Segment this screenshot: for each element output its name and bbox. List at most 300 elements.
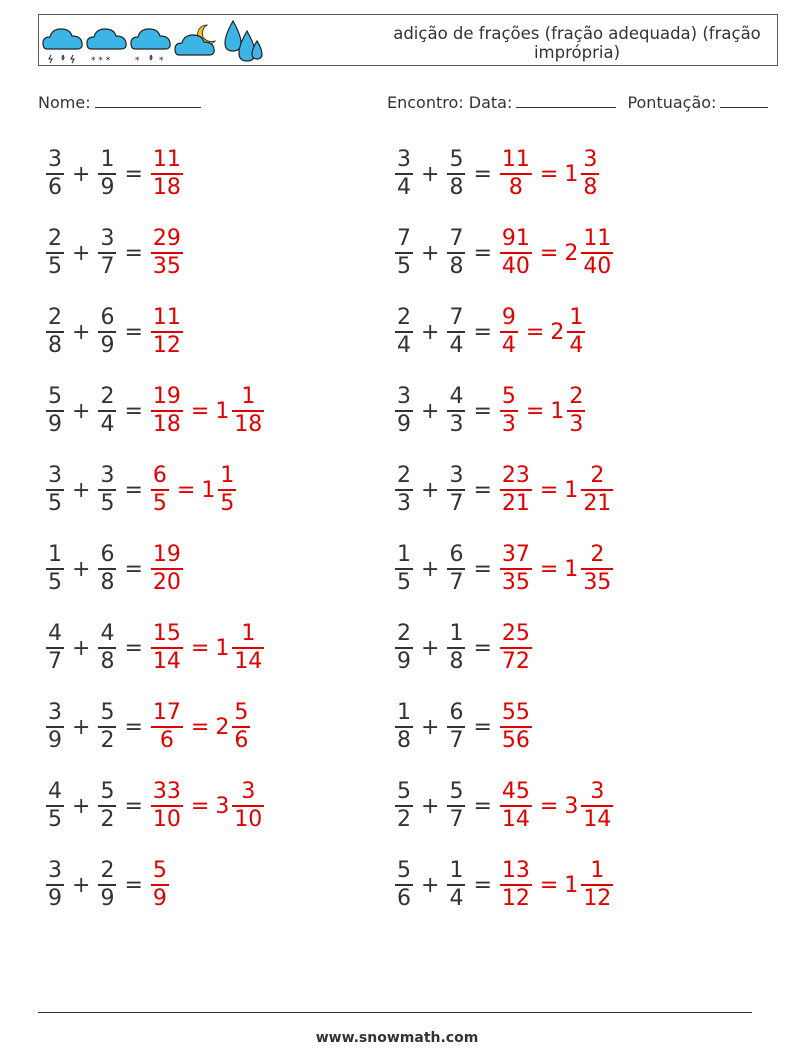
numerator: 3 bbox=[449, 463, 464, 489]
answer-fraction bbox=[500, 779, 532, 833]
problem-item bbox=[393, 618, 534, 678]
raindrops-icon bbox=[225, 21, 262, 61]
numerator: 3 bbox=[241, 779, 256, 805]
answer-fraction bbox=[151, 542, 183, 596]
denominator: 7 bbox=[48, 648, 62, 674]
equals-sign: = bbox=[539, 161, 559, 187]
answer-fraction bbox=[151, 305, 183, 359]
numerator: 7 bbox=[449, 305, 464, 331]
numerator: 9 bbox=[501, 305, 516, 331]
meeting-date-score-fields bbox=[387, 93, 768, 112]
plus-sign: + bbox=[421, 793, 440, 819]
numerator: 3 bbox=[397, 384, 411, 410]
denominator: 14 bbox=[234, 648, 263, 674]
denominator: 9 bbox=[397, 411, 411, 437]
numerator: 5 bbox=[397, 858, 411, 884]
problem-item bbox=[44, 776, 266, 836]
equals-sign: = bbox=[190, 793, 210, 819]
problem-item bbox=[393, 381, 587, 441]
problem-item bbox=[393, 460, 615, 520]
numerator: 1 bbox=[100, 147, 115, 173]
mixed-fraction bbox=[218, 463, 236, 517]
denominator: 35 bbox=[152, 253, 181, 279]
numerator: 4 bbox=[449, 384, 464, 410]
equals-sign: = bbox=[539, 872, 559, 898]
numerator: 7 bbox=[397, 226, 411, 252]
denominator: 9 bbox=[100, 332, 115, 358]
equals-sign: = bbox=[473, 872, 492, 898]
worksheet-header bbox=[38, 14, 778, 66]
addend-fraction bbox=[98, 226, 116, 280]
denominator: 40 bbox=[583, 253, 612, 279]
addend-fraction bbox=[46, 621, 64, 675]
problem-item bbox=[44, 855, 171, 915]
equals-sign: = bbox=[473, 240, 492, 266]
mixed-whole: 1 bbox=[201, 477, 216, 503]
numerator: 2 bbox=[590, 463, 605, 489]
answer-fraction bbox=[500, 542, 532, 596]
mixed-fraction bbox=[581, 779, 613, 833]
denominator: 3 bbox=[397, 490, 411, 516]
addend-fraction bbox=[46, 384, 64, 438]
answer bbox=[149, 147, 185, 201]
numerator: 6 bbox=[100, 305, 115, 331]
numerator: 1 bbox=[241, 384, 256, 410]
denominator: 4 bbox=[100, 411, 115, 437]
date-label: Data: bbox=[468, 93, 513, 112]
numerator: 2 bbox=[397, 305, 411, 331]
numerator: 5 bbox=[100, 779, 115, 805]
denominator: 4 bbox=[397, 174, 411, 200]
numerator: 6 bbox=[449, 700, 464, 726]
numerator: 2 bbox=[100, 858, 115, 884]
addend-fraction bbox=[395, 147, 413, 201]
numerator: 19 bbox=[152, 542, 181, 568]
numerator: 2 bbox=[397, 463, 411, 489]
answer bbox=[498, 384, 587, 438]
addend-fraction bbox=[46, 700, 64, 754]
addend-fraction bbox=[447, 621, 465, 675]
numerator: 1 bbox=[220, 463, 235, 489]
numerator: 3 bbox=[48, 700, 62, 726]
equals-sign: = bbox=[124, 319, 143, 345]
addend-fraction bbox=[395, 305, 413, 359]
answer-fraction bbox=[151, 147, 183, 201]
denominator: 5 bbox=[48, 253, 62, 279]
plus-sign: + bbox=[72, 872, 91, 898]
name-blank[interactable] bbox=[95, 93, 201, 108]
meeting-label: Encontro: bbox=[387, 93, 464, 112]
numerator: 11 bbox=[583, 226, 612, 252]
answer bbox=[149, 384, 266, 438]
mixed-whole: 2 bbox=[564, 240, 579, 266]
denominator: 35 bbox=[501, 569, 530, 595]
denominator: 7 bbox=[100, 253, 115, 279]
denominator: 8 bbox=[449, 174, 464, 200]
denominator: 4 bbox=[397, 332, 411, 358]
numerator: 6 bbox=[152, 463, 167, 489]
numerator: 3 bbox=[590, 779, 605, 805]
problem-item bbox=[44, 144, 185, 204]
equals-sign: = bbox=[473, 556, 492, 582]
denominator: 21 bbox=[583, 490, 612, 516]
mixed-fraction bbox=[581, 226, 613, 280]
mixed-fraction bbox=[232, 700, 250, 754]
answer bbox=[498, 779, 615, 833]
denominator: 14 bbox=[501, 806, 530, 832]
weather-icons bbox=[41, 17, 266, 65]
denominator: 8 bbox=[508, 174, 523, 200]
numerator: 4 bbox=[48, 779, 62, 805]
answer bbox=[149, 779, 266, 833]
numerator: 4 bbox=[100, 621, 115, 647]
answer bbox=[498, 147, 601, 201]
numerator: 1 bbox=[397, 700, 411, 726]
problem-item bbox=[44, 618, 266, 678]
problem-item bbox=[393, 302, 587, 362]
denominator: 9 bbox=[100, 885, 115, 911]
addend-fraction bbox=[395, 700, 413, 754]
answer bbox=[498, 542, 615, 596]
snow-cloud-icon bbox=[87, 29, 126, 65]
plus-sign: + bbox=[421, 319, 440, 345]
mixed-whole: 1 bbox=[564, 161, 579, 187]
numerator: 5 bbox=[397, 779, 411, 805]
denominator: 4 bbox=[501, 332, 516, 358]
denominator: 8 bbox=[583, 174, 598, 200]
answer bbox=[498, 226, 615, 280]
numerator: 2 bbox=[100, 384, 115, 410]
plus-sign: + bbox=[72, 556, 91, 582]
mixed-whole: 1 bbox=[550, 398, 565, 424]
numerator: 33 bbox=[152, 779, 181, 805]
addend-fraction bbox=[447, 226, 465, 280]
denominator: 3 bbox=[569, 411, 584, 437]
addend-fraction bbox=[98, 542, 116, 596]
numerator: 91 bbox=[501, 226, 530, 252]
equals-sign: = bbox=[124, 556, 143, 582]
equals-sign: = bbox=[539, 477, 559, 503]
numerator: 19 bbox=[152, 384, 181, 410]
denominator: 5 bbox=[48, 569, 62, 595]
addend-fraction bbox=[395, 542, 413, 596]
numerator: 7 bbox=[449, 226, 464, 252]
answer bbox=[149, 858, 171, 912]
footer-url: www.snowmath.com bbox=[315, 1030, 479, 1046]
denominator: 4 bbox=[449, 332, 464, 358]
denominator: 9 bbox=[100, 174, 115, 200]
answer-fraction bbox=[500, 858, 532, 912]
problem-item bbox=[393, 697, 534, 757]
equals-sign: = bbox=[124, 714, 143, 740]
plus-sign: + bbox=[421, 635, 440, 661]
plus-sign: + bbox=[421, 556, 440, 582]
denominator: 35 bbox=[583, 569, 612, 595]
mixed-fraction bbox=[581, 147, 599, 201]
equals-sign: = bbox=[124, 398, 143, 424]
addend-fraction bbox=[98, 858, 116, 912]
addend-fraction bbox=[395, 463, 413, 517]
answer-fraction bbox=[500, 305, 518, 359]
plus-sign: + bbox=[421, 477, 440, 503]
addend-fraction bbox=[98, 621, 116, 675]
name-field bbox=[38, 93, 201, 112]
addend-fraction bbox=[98, 700, 116, 754]
addend-fraction bbox=[98, 147, 116, 201]
equals-sign: = bbox=[525, 398, 545, 424]
numerator: 13 bbox=[501, 858, 530, 884]
numerator: 17 bbox=[152, 700, 181, 726]
mixed-whole: 1 bbox=[215, 635, 230, 661]
plus-sign: + bbox=[72, 240, 91, 266]
answer-fraction bbox=[500, 147, 532, 201]
equals-sign: = bbox=[539, 556, 559, 582]
addend-fraction bbox=[46, 147, 64, 201]
addend-fraction bbox=[46, 463, 64, 517]
denominator: 7 bbox=[449, 727, 464, 753]
denominator: 14 bbox=[583, 806, 612, 832]
answer bbox=[149, 621, 266, 675]
denominator: 8 bbox=[100, 569, 115, 595]
plus-sign: + bbox=[72, 319, 91, 345]
storm-cloud-icon bbox=[43, 29, 82, 63]
denominator: 7 bbox=[449, 569, 464, 595]
numerator: 45 bbox=[501, 779, 530, 805]
answer-fraction bbox=[500, 384, 518, 438]
answer-fraction bbox=[151, 463, 169, 517]
denominator: 10 bbox=[152, 806, 181, 832]
denominator: 56 bbox=[501, 727, 530, 753]
answer bbox=[498, 621, 534, 675]
equals-sign: = bbox=[473, 793, 492, 819]
numerator: 1 bbox=[569, 305, 584, 331]
addend-fraction bbox=[447, 542, 465, 596]
denominator: 12 bbox=[152, 332, 181, 358]
denominator: 2 bbox=[100, 806, 115, 832]
date-blank[interactable] bbox=[516, 93, 616, 108]
addend-fraction bbox=[46, 542, 64, 596]
numerator: 5 bbox=[449, 147, 464, 173]
numerator: 5 bbox=[234, 700, 249, 726]
numerator: 3 bbox=[48, 463, 62, 489]
numerator: 1 bbox=[449, 621, 464, 647]
addend-fraction bbox=[447, 305, 465, 359]
numerator: 11 bbox=[152, 305, 181, 331]
plus-sign: + bbox=[72, 714, 91, 740]
answer bbox=[498, 700, 534, 754]
denominator: 2 bbox=[100, 727, 115, 753]
score-label: Pontuação: bbox=[627, 93, 717, 112]
numerator: 5 bbox=[449, 779, 464, 805]
numerator: 55 bbox=[501, 700, 530, 726]
denominator: 5 bbox=[220, 490, 235, 516]
equals-sign: = bbox=[473, 477, 492, 503]
denominator: 6 bbox=[234, 727, 249, 753]
equals-sign: = bbox=[473, 398, 492, 424]
denominator: 9 bbox=[48, 885, 62, 911]
numerator: 3 bbox=[48, 147, 62, 173]
denominator: 14 bbox=[152, 648, 181, 674]
addend-fraction bbox=[46, 305, 64, 359]
numerator: 3 bbox=[100, 226, 115, 252]
answer bbox=[498, 463, 615, 517]
mixed-whole: 1 bbox=[564, 477, 579, 503]
mixed-fraction bbox=[567, 305, 585, 359]
denominator: 4 bbox=[569, 332, 584, 358]
numerator: 4 bbox=[48, 621, 62, 647]
numerator: 1 bbox=[590, 858, 605, 884]
mixed-fraction bbox=[581, 542, 613, 596]
mixed-fraction bbox=[232, 384, 264, 438]
numerator: 5 bbox=[48, 384, 62, 410]
problem-item bbox=[44, 302, 185, 362]
answer-fraction bbox=[151, 384, 183, 438]
problem-item bbox=[44, 539, 185, 599]
denominator: 5 bbox=[48, 490, 62, 516]
equals-sign: = bbox=[473, 714, 492, 740]
mixed-fraction bbox=[581, 463, 613, 517]
numerator: 3 bbox=[100, 463, 115, 489]
denominator: 5 bbox=[100, 490, 115, 516]
numerator: 2 bbox=[569, 384, 584, 410]
addend-fraction bbox=[46, 858, 64, 912]
numerator: 37 bbox=[501, 542, 530, 568]
numerator: 2 bbox=[48, 305, 62, 331]
answer-fraction bbox=[151, 621, 183, 675]
addend-fraction bbox=[395, 779, 413, 833]
equals-sign: = bbox=[190, 714, 210, 740]
plus-sign: + bbox=[421, 161, 440, 187]
addend-fraction bbox=[98, 384, 116, 438]
denominator: 8 bbox=[48, 332, 62, 358]
equals-sign: = bbox=[190, 635, 210, 661]
problem-item bbox=[393, 539, 615, 599]
equals-sign: = bbox=[190, 398, 210, 424]
problem-item bbox=[393, 223, 615, 283]
denominator: 4 bbox=[449, 885, 464, 911]
denominator: 3 bbox=[501, 411, 516, 437]
denominator: 8 bbox=[449, 648, 464, 674]
footer-divider bbox=[38, 1012, 752, 1013]
denominator: 8 bbox=[397, 727, 411, 753]
denominator: 8 bbox=[100, 648, 115, 674]
numerator: 1 bbox=[397, 542, 411, 568]
equals-sign: = bbox=[539, 793, 559, 819]
score-blank[interactable] bbox=[720, 93, 768, 108]
problem-item bbox=[44, 223, 185, 283]
mixed-whole: 3 bbox=[215, 793, 230, 819]
plus-sign: + bbox=[72, 793, 91, 819]
addend-fraction bbox=[447, 463, 465, 517]
problem-item bbox=[44, 697, 252, 757]
plus-sign: + bbox=[72, 161, 91, 187]
denominator: 8 bbox=[449, 253, 464, 279]
denominator: 18 bbox=[234, 411, 263, 437]
plus-sign: + bbox=[421, 240, 440, 266]
plus-sign: + bbox=[421, 714, 440, 740]
denominator: 12 bbox=[583, 885, 612, 911]
addend-fraction bbox=[395, 226, 413, 280]
denominator: 18 bbox=[152, 411, 181, 437]
numerator: 5 bbox=[152, 858, 167, 884]
equals-sign: = bbox=[473, 161, 492, 187]
numerator: 5 bbox=[501, 384, 516, 410]
denominator: 9 bbox=[48, 411, 62, 437]
denominator: 10 bbox=[234, 806, 263, 832]
worksheet-title: adição de frações (fração adequada) (fração imprópria) bbox=[393, 24, 761, 62]
problem-item bbox=[44, 460, 238, 520]
answer-fraction bbox=[500, 463, 532, 517]
mixed-whole: 1 bbox=[564, 872, 579, 898]
numerator: 5 bbox=[100, 700, 115, 726]
denominator: 5 bbox=[152, 490, 167, 516]
denominator: 5 bbox=[397, 253, 411, 279]
denominator: 7 bbox=[449, 490, 464, 516]
answer bbox=[149, 305, 185, 359]
equals-sign: = bbox=[473, 635, 492, 661]
addend-fraction bbox=[447, 700, 465, 754]
equals-sign: = bbox=[473, 319, 492, 345]
svg-text:* * *: * * * bbox=[91, 56, 111, 65]
numerator: 1 bbox=[241, 621, 256, 647]
numerator: 3 bbox=[48, 858, 62, 884]
equals-sign: = bbox=[124, 161, 143, 187]
numerator: 25 bbox=[501, 621, 530, 647]
addend-fraction bbox=[98, 463, 116, 517]
answer-fraction bbox=[151, 858, 169, 912]
denominator: 7 bbox=[449, 806, 464, 832]
equals-sign: = bbox=[539, 240, 559, 266]
numerator: 6 bbox=[100, 542, 115, 568]
sleet-cloud-icon bbox=[131, 29, 170, 65]
numerator: 2 bbox=[397, 621, 411, 647]
denominator: 40 bbox=[501, 253, 530, 279]
numerator: 3 bbox=[583, 147, 598, 173]
denominator: 5 bbox=[48, 806, 62, 832]
numerator: 1 bbox=[449, 858, 464, 884]
numerator: 11 bbox=[501, 147, 530, 173]
mixed-whole: 2 bbox=[550, 319, 565, 345]
mixed-fraction bbox=[581, 858, 613, 912]
answer bbox=[149, 700, 252, 754]
denominator: 9 bbox=[152, 885, 167, 911]
addend-fraction bbox=[395, 858, 413, 912]
equals-sign: = bbox=[124, 872, 143, 898]
addend-fraction bbox=[447, 779, 465, 833]
addend-fraction bbox=[46, 226, 64, 280]
answer-fraction bbox=[500, 700, 532, 754]
denominator: 3 bbox=[449, 411, 464, 437]
denominator: 9 bbox=[48, 727, 62, 753]
equals-sign: = bbox=[124, 240, 143, 266]
svg-text:*: * bbox=[159, 56, 164, 65]
answer-fraction bbox=[151, 226, 183, 280]
denominator: 21 bbox=[501, 490, 530, 516]
plus-sign: + bbox=[72, 477, 91, 503]
denominator: 12 bbox=[501, 885, 530, 911]
addend-fraction bbox=[395, 621, 413, 675]
answer bbox=[149, 542, 185, 596]
numerator: 15 bbox=[152, 621, 181, 647]
problem-item bbox=[393, 776, 615, 836]
mixed-fraction bbox=[232, 621, 264, 675]
plus-sign: + bbox=[72, 635, 91, 661]
denominator: 20 bbox=[152, 569, 181, 595]
equals-sign: = bbox=[124, 635, 143, 661]
problem-item bbox=[393, 144, 601, 204]
svg-text:*: * bbox=[135, 56, 140, 65]
mixed-fraction bbox=[567, 384, 585, 438]
